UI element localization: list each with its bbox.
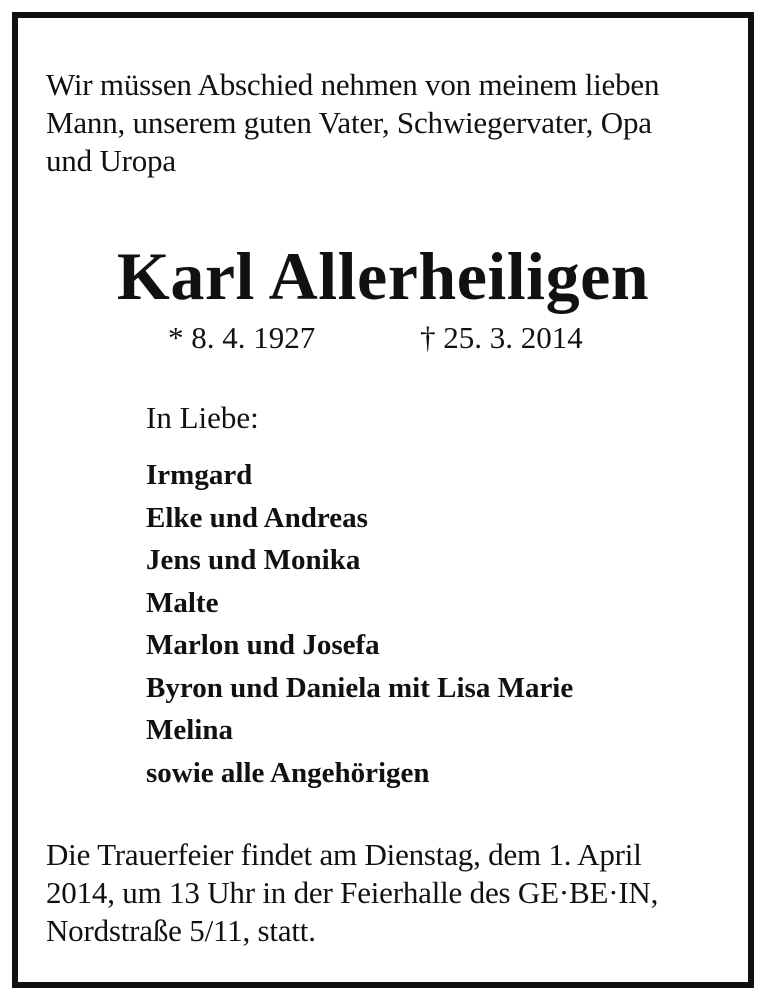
family-member: Jens und Monika (146, 544, 361, 576)
service-line: 2014, um 13 Uhr in der Feierhalle des GE·BE·IN, (46, 875, 659, 910)
funeral-service-info (46, 836, 736, 950)
service-line: Nordstraße 5/11, statt. (46, 913, 316, 948)
intro-line: Mann, unserem guten Vater, Schwiegervater, Opa (46, 105, 652, 140)
family-member: Melina (146, 714, 233, 746)
service-line: Die Trauerfeier findet am Dienstag, dem 1. April (46, 837, 642, 872)
intro-text (46, 66, 736, 180)
death-date: † 25. 3. 2014 (420, 320, 583, 355)
life-dates (18, 318, 748, 358)
family-member: Malte (146, 586, 219, 619)
family-member: Elke und Andreas (146, 501, 368, 534)
family-member: Irmgard (146, 459, 253, 491)
family-member: sowie alle Angehörigen (146, 756, 430, 789)
intro-line: und Uropa (46, 143, 176, 178)
deceased-name: Karl Allerheiligen (116, 238, 650, 314)
intro-line: Wir müssen Abschied nehmen von meinem lieben (46, 67, 660, 102)
obituary-notice (12, 12, 754, 988)
birth-date: * 8. 4. 1927 (168, 320, 316, 355)
in-love-label: In Liebe: (146, 400, 259, 435)
family-list (146, 454, 573, 794)
family-member: Marlon und Josefa (146, 629, 380, 661)
family-member: Byron und Daniela mit Lisa Marie (146, 671, 574, 704)
